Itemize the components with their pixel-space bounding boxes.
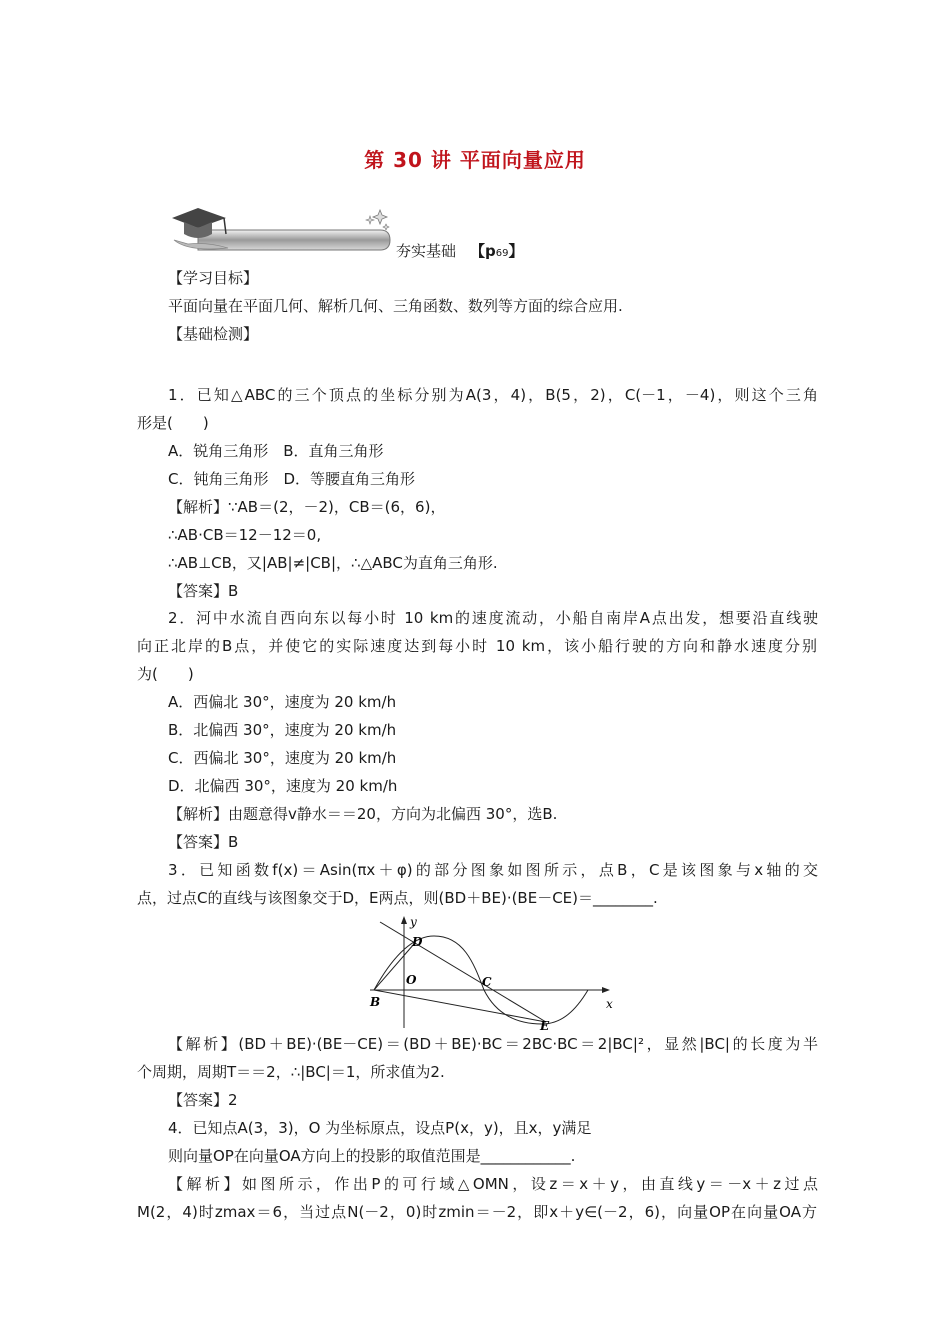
q4-solution-1: 【解析】如图所示，作出P的可行域△OMN，设z＝x＋y，由直线y＝－x＋z过点 — [168, 1175, 818, 1193]
section-label: 夯实基础 — [396, 242, 457, 260]
q2-option-a: A．西偏北 30°，速度为 20 km/h — [168, 693, 397, 711]
x-axis-label: x — [606, 997, 613, 1011]
point-e-label: E — [540, 1019, 550, 1030]
q2-line-2: 向正北岸的B点，并使它的实际速度达到每小时 10 km，该小船行驶的方向和静水速度分别 — [137, 637, 817, 655]
q2-solution: 【解析】由题意得v静水＝＝20，方向为北偏西 30°，选B. — [168, 805, 558, 823]
q3-line-2: 点，过点C的直线与该图象交于D，E两点，则(BD＋BE)·(BE－CE)＝________. — [137, 889, 658, 907]
q3-solution-2: 个周期，周期T＝＝2，∴|BC|＝1，所求值为2. — [137, 1063, 445, 1081]
basic-test-heading: 【基础检测】 — [168, 325, 259, 343]
q3-answer: 【答案】2 — [168, 1091, 238, 1109]
y-axis-label: y — [410, 915, 417, 929]
learning-goal-heading: 【学习目标】 — [168, 269, 259, 287]
q1-line-2: 形是( ) — [137, 414, 209, 432]
sine-graph-figure — [366, 914, 618, 1030]
q2-line-3: 为( ) — [137, 665, 194, 683]
learning-goal-text: 平面向量在平面几何、解析几何、三角函数、数列等方面的综合应用. — [168, 297, 623, 315]
q4-line-1: 4．已知点A(3，3)，O 为坐标原点，设点P(x，y)，且x，y满足 — [168, 1119, 592, 1137]
page-title: 第 30 讲 平面向量应用 — [364, 148, 586, 172]
q2-option-c: C．西偏北 30°，速度为 20 km/h — [168, 749, 397, 767]
point-b-label: B — [370, 995, 381, 1009]
q3-line-1: 3．已知函数f(x)＝Asin(πx＋φ)的部分图象如图所示，点B，C是该图象与x轴的交 — [168, 861, 818, 879]
q1-solution-1: 【解析】∵AB＝(2，－2)，CB＝(6，6)， — [168, 498, 446, 516]
q1-solution-2: ∴AB·CB＝12－12＝0, — [168, 526, 322, 544]
q1-line-1: 1．已知△ABC的三个顶点的坐标分别为A(3，4)，B(5，2)，C(－1，－4)，则这个三角 — [168, 386, 818, 404]
point-o-label: O — [406, 973, 417, 987]
page-reference: 【p69】 — [470, 242, 524, 260]
point-c-label: C — [482, 975, 492, 989]
q1-answer: 【答案】B — [168, 582, 239, 600]
q4-solution-2: M(2，4)时zmax＝6，当过点N(－2，0)时zmin＝－2，即x＋y∈(－2，6)，向量OP在向量OA方 — [137, 1203, 817, 1221]
q1-solution-3: ∴AB⊥CB，又|AB|≠|CB|，∴△ABC为直角三角形. — [168, 554, 498, 572]
q2-option-d: D．北偏西 30°，速度为 20 km/h — [168, 777, 398, 795]
q4-line-2: 则向量OP在向量OA方向上的投影的取值范围是____________. — [168, 1147, 576, 1165]
q2-answer: 【答案】B — [168, 833, 239, 851]
q1-options-ab: A．锐角三角形 B．直角三角形 — [168, 442, 384, 460]
point-d-label: D — [412, 935, 423, 949]
graduation-cap-banner-icon — [168, 204, 398, 260]
q1-options-cd: C．钝角三角形 D．等腰直角三角形 — [168, 470, 416, 488]
q3-solution-1: 【解析】(BD＋BE)·(BE－CE)＝(BD＋BE)·BC＝2BC·BC＝2|BC|²，显然|BC|的长度为半 — [168, 1035, 818, 1053]
q2-line-1: 2．河中水流自西向东以每小时 10 km的速度流动，小船自南岸A点出发，想要沿直线驶 — [168, 609, 818, 627]
q2-option-b: B．北偏西 30°，速度为 20 km/h — [168, 721, 397, 739]
